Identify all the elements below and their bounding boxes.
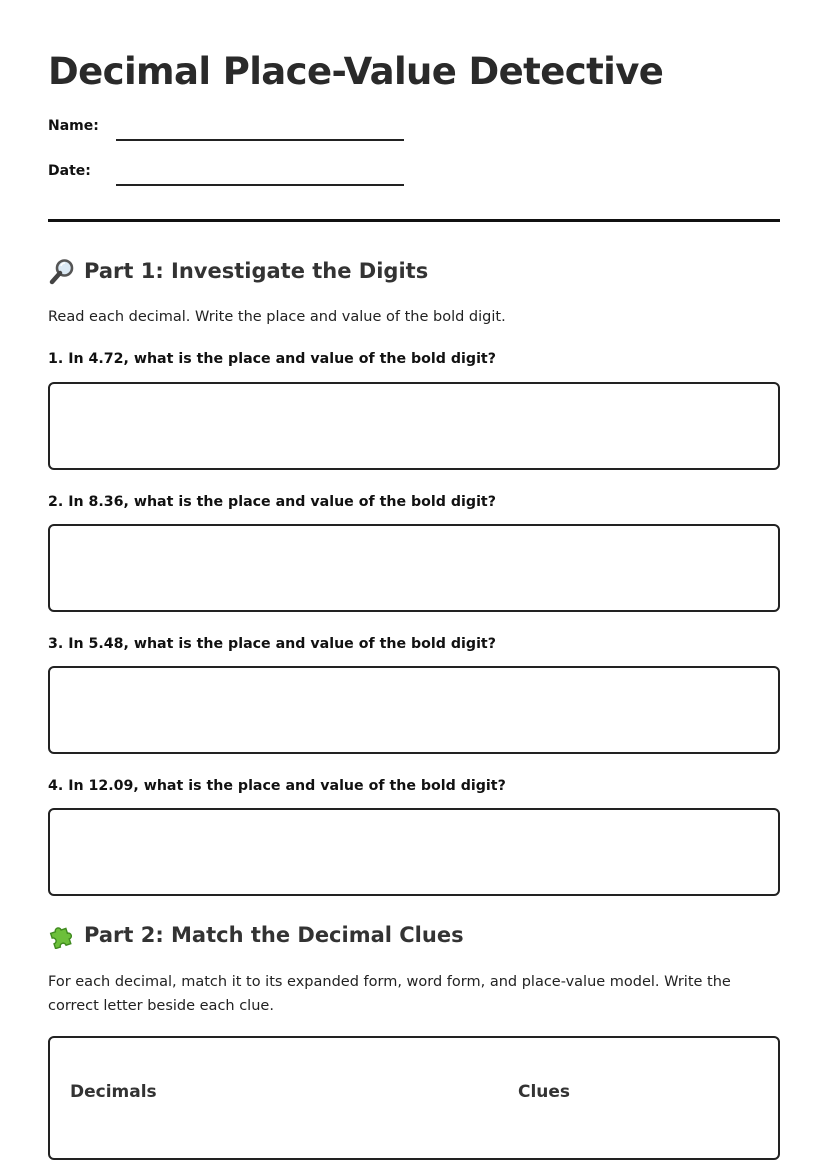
page-title: Decimal Place-Value Detective [48, 50, 664, 93]
section-divider [48, 219, 780, 222]
name-field [48, 118, 408, 144]
part2-heading-text: Part 2: Match the Decimal Clues [84, 923, 464, 947]
answer-box-1[interactable] [48, 382, 780, 470]
part1-instructions: Read each decimal. Write the place and value of the bold digit. [48, 309, 506, 325]
part2-instructions: For each decimal, match it to its expanded form, word form, and place-value model. Write the correct letter beside each clue. [48, 974, 731, 1014]
date-label: Date: [48, 163, 91, 179]
answer-box-3[interactable] [48, 666, 780, 754]
magnifying-glass-icon [48, 257, 76, 285]
question-3: 3. In 5.48, what is the place and value of the bold digit? [48, 636, 496, 652]
question-1: 1. In 4.72, what is the place and value of the bold digit? [48, 351, 496, 367]
date-field [48, 163, 408, 189]
part1-heading-text: Part 1: Investigate the Digits [84, 259, 429, 283]
puzzle-piece-icon [48, 921, 76, 949]
clues-column-header: Clues [518, 1082, 571, 1102]
part1-heading [48, 257, 428, 285]
question-2: 2. In 8.36, what is the place and value of the bold digit? [48, 494, 496, 510]
answer-box-2[interactable] [48, 524, 780, 612]
name-label: Name: [48, 118, 99, 134]
decimals-column-header: Decimals [70, 1082, 157, 1102]
date-line[interactable] [116, 184, 404, 186]
name-line[interactable] [116, 139, 404, 141]
match-table [48, 1036, 780, 1160]
question-4: 4. In 12.09, what is the place and value of the bold digit? [48, 778, 506, 794]
part2-heading [48, 921, 464, 949]
answer-box-4[interactable] [48, 808, 780, 896]
